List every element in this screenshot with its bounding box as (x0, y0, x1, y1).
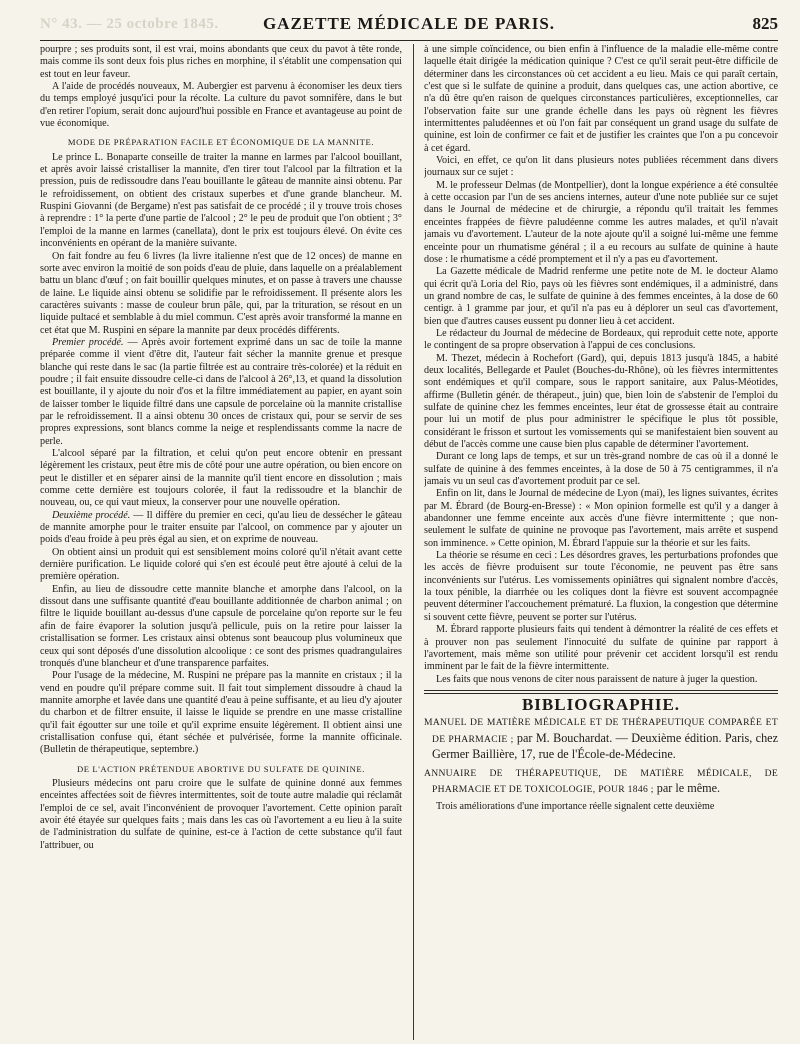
paragraph: La théorie se résume en ceci : Les désordres graves, les perturbations profondes que les accès de fièvre produisent sur toute l'économie, ne peuvent pas être sans inconvénients sur l'utérus. Les vomissements opiniâtres qui signalent nombre d'accès, la toux pénible, la diarrhée ou les coliques dont la fièvre est souvent accompagnée peuvent déterminer l'accouchement prématuré. La fluxion, la congestion que détermine si souvent cette fièvre, peuvent se porter sur l'utérus. (424, 550, 778, 623)
paragraph: L'alcool séparé par la filtration, et celui qu'on peut encore obtenir en pressant légèrement les cristaux, peut être mis de côté pour une autre opération, ou bien encore on peut le distiller et en séparer ainsi de la mannite qu'il tient encore en dissolution ; mais comme cette dernière est toujours colorée, il faut la redissoudre et la blanchir de nouveau, ou, ce qui vaut mieux, la conserver pour une nouvelle opération. (40, 448, 402, 509)
paragraph: Trois améliorations d'une importance réelle signalent cette deuxième (436, 800, 715, 812)
paragraph: Pour l'usage de la médecine, M. Ruspini ne prépare pas la mannite en cristaux ; il la vend en poudre qu'il prépare comme suit. Il fait tout simplement dissoudre à chaud la mannite amorphe et lavée dans une quantité d'eau à peine suffisante, et au lieu d'y ajouter du charbon et de filtrer ensuite, il laisse le liquide se prendre en une masse cristalline qu'il fait égoutter sur une toile et qu'il exprime ensuite légèrement. Il obtient ainsi une cristallisation confuse qui, étant séchée et pulvérisée, forme la mannite officinale. (Bulletin de thérapeutique, septembre.) (40, 670, 402, 756)
paragraph: à une simple coïncidence, ou bien enfin à l'influence de la maladie elle-même contre laquelle était dirigée la médication quinique ? C'est ce qu'il serait peut-être difficile de déterminer dans les circonstances où cet accident a eu lieu. Mais ce qui paraît certain, c'est que si le sulfate de quinine a produit, dans quelques cas, une action abortive, ce n'a dû être qu'en raison de quelques circonstances particulières, exceptionnelles, car l'observation faite sur une grande échelle dans les pays où règnent les fièvres intermittentes paludéennes et où l'on fait par conséquent un grand usage du sulfate de quinine, est loin de confirmer ce fait et de justifier les craintes que l'on a pu concevoir à cet égard. (424, 44, 778, 154)
column-rule (413, 44, 414, 1040)
left-column (40, 44, 402, 1040)
bibliography-entry (424, 714, 778, 762)
procedure-label: Premier procédé. (52, 336, 124, 348)
page-number: 825 (752, 14, 778, 33)
right-column (424, 44, 778, 1040)
paragraph (40, 337, 402, 448)
paragraph (40, 510, 402, 547)
paragraph: Voici, en effet, ce qu'on lit dans plusieurs notes publiées récemment dans divers journaux sur ce sujet : (424, 155, 778, 179)
section-heading-mannite: MODE DE PRÉPARATION FACILE ET ÉCONOMIQUE DE LA MANNITE. (67, 137, 375, 148)
procedure-text: — Il diffère du premier en ceci, qu'au lieu de dessécher le gâteau de mannite amorphe pour le traiter ensuite par l'alcool, on commence par y ajouter un poids d'eau froide à peu près égal au sien, et on exprime de nouveau. (40, 509, 402, 546)
entry-title: MANUEL DE MATIÈRE MÉDICALE ET DE THÉRAPEUTIQUE COMPARÉE ET DE PHARMACIE ; (424, 717, 778, 745)
paragraph: M. Ébrard rapporte plusieurs faits qui tendent à démontrer la réalité de ces effets et à prouver non pas seulement l'innocuité du sulfate de quinine par rapport à l'avortement, mais même son utilité pour prévenir cet accident lorsqu'il est rendu imminent par le fait de la fièvre intermittente. (424, 624, 778, 673)
paragraph: Enfin on lit, dans le Journal de médecine de Lyon (mai), les lignes suivantes, écrites par M. Ébrard (de Bourg-en-Bresse) : « Mon opinion formelle est qu'il y a danger à abandonner une femme enceinte aux accès d'une fièvre intermittente ; que non-seulement le sulfate de quinine ne provoque pas l'avortement, mais arrête et suspend son imminence. » Cette opinion, M. Ébrard l'appuie sur la théorie et sur les faits. (424, 488, 778, 549)
bleed-through-text: N° 43. — 25 octobre 1845. (40, 16, 219, 32)
paragraph: Le rédacteur du Journal de médecine de Bordeaux, qui reproduit cette note, apporte le contingent de sa propre observation à l'appui de ces conclusions. (424, 327, 778, 352)
bibliography-entry (424, 765, 778, 798)
paragraph: On fait fondre au feu 6 livres (la livre italienne n'est que de 12 onces) de manne en sorte avec environ la moitié de son poids d'eau de pluie, dans laquelle on a préalablement battu un blanc d'œuf ; on fait bouillir quelques minutes, et on passe à travers une chausse de laine. Le liquide ainsi obtenu se solidifie par le refroidissement. Il présente alors les caractères suivants : masse de couleur brun pâle, qui, par la trituration, se résout en un liquide pultacé et semblable à du miel commun. C'est après avoir transformé la manne en cet état que M. Ruspini en sépare la mannite par deux procédés différents. (40, 250, 402, 336)
entry-title: ANNUAIRE DE THÉRAPEUTIQUE, DE MATIÈRE MÉDICALE, DE PHARMACIE ET DE TOXICOLOGIE, POUR 1846 ; (424, 767, 778, 796)
columns (40, 44, 778, 1040)
procedure-text: — Après avoir fortement exprimé dans un sac de toile la manne préparée comme il vient d'être dit, l'auteur fait sécher la mannite grenue et presque blanche qui reste dans le sac (la partie filtrée est au contraire très-colorée) et la réduit en poudre ; il fait ensuite dissoudre celle-ci dans de l'alcool à 26°,13, et quand la dissolution est bouillante, il y ajoute du noir d'os et la filtre immédiatement au papier, en ayant soin de laisser tomber le liquide filtré dans une capsule de porcelaine où la mannite cristallise par le refroidissement. Il a ainsi obtenu 30 onces de cristaux qui, pour se servir de ses propres expressions, sont blancs comme la neige et resplendissants comme la nacre de perle. (40, 336, 402, 447)
paragraph: Durant ce long laps de temps, et sur un très-grand nombre de cas où il a donné le sulfate de quinine à des femmes enceintes, à la dose de 50 à 75 centigrammes, il n'a jamais vu un seul cas d'avortement produit par ce sel. (424, 451, 778, 488)
masthead-title: GAZETTE MÉDICALE DE PARIS. (262, 14, 556, 33)
paragraph: On obtient ainsi un produit qui est sensiblement moins coloré qu'il n'était avant cette dernière purification. Le liquide coloré qui s'en est écoulé peut être ajouté à celui de la première opération. (40, 546, 402, 583)
procedure-label: Deuxième procédé. (52, 509, 131, 521)
paragraph: Enfin, au lieu de dissoudre cette mannite blanche et amorphe dans l'alcool, on la dissout dans une suffisante quantité d'eau bouillante additionnée de charbon animal ; on filtre le liquide bouillant au-dessus d'une capsule de porcelaine qu'on reporte sur le feu afin de faire évaporer la solution jusqu'à pellicule, puis on la retire pour laisser la cristallisation se former. Les cristaux ainsi obtenus sont beaucoup plus volumineux que ceux qui sont déposés d'une dissolution alcoolique : ce sont des prismes quadrangulaires tronqués d'une blancheur et d'une transparence parfaites. (40, 583, 402, 669)
entry-details: par le même. (653, 781, 721, 796)
paragraph: Les faits que nous venons de citer nous paraissent de nature à juger la question. (436, 673, 758, 685)
paragraph: M. Thezet, médecin à Rochefort (Gard), qui, depuis 1813 jusqu'à 1845, a habité deux localités, Bellegarde et Paulet (Bouches-du-Rhône), où les fièvres intermittentes sont endémiques et qu'il compare, sous le rapport sanitaire, aux Palus-Méotides, affirme (Bulletin génér. de thérapeut., juin) que, bien loin de s'abstenir de l'emploi du sulfate de quinine chez les femmes enceintes, leur état de grossesse était au contraire pour lui un motif de plus pour administrer le spécifique le plus tôt possible, considérant le frisson et surtout les vomissements qui se manifestaient bien souvent au début de l'accès comme une cause bien plus capable de déterminer l'avortement. (424, 352, 778, 450)
section-divider (424, 690, 778, 694)
entry-details: par M. Bouchardat. — Deuxième édition. Paris, chez Germer Baillière, 17, rue de l'École-de-Médecine. (432, 730, 778, 762)
paragraph: La Gazette médicale de Madrid renferme une petite note de M. le docteur Alamo qui écrit qu'à Loria del Rio, pays où les fièvres sont endémiques, il a administré, dans un grand nombre de cas, le sulfate de quinine à des femmes enceintes, à la dose de 60 centigr. à 1 gramme par jour, et qu'il n'a pas eu à déplorer un seul cas d'avortement, bien que d'autres causes eussent pu donner lieu à cet accident. (424, 266, 778, 327)
page-header (40, 10, 778, 41)
paragraph: A l'aide de procédés nouveaux, M. Aubergier est parvenu à économiser les deux tiers du temps employé jusqu'ici pour la récolte. La culture du pavot somnifère, dans le but d'en retirer l'opium, serait donc aujourd'hui possible en France et avantageuse au point de vue économique. (40, 81, 402, 130)
paragraph: Plusieurs médecins ont paru croire que le sulfate de quinine donné aux femmes enceintes affectées soit de fièvres intermittentes, soit de toute autre maladie qui réclamât l'emploi de ce sel, avait l'inconvénient de provoquer l'avortement. Cette opinion paraît avoir été étayée sur quelques faits ; mais dans les cas où l'avortement a eu lieu à la suite de l'administration du sulfate de quinine, est-ce à l'action de cette substance qu'il faut l'attribuer, ou (40, 777, 402, 851)
paragraph: pourpre ; ses produits sont, il est vrai, moins abondants que ceux du pavot à tête ronde, mais comme ils sont deux fois plus riches en morphine, il s'établit une compensation qui est tout en leur faveur. (40, 44, 402, 80)
section-heading-quinine: DE L'ACTION PRÉTENDUE ABORTIVE DU SULFATE DE QUININE. (76, 763, 366, 774)
paragraph: M. le professeur Delmas (de Montpellier), dont la longue expérience a été consultée à cette occasion par l'un de ses anciens internes, auteur d'une note publiée sur ce sujet dans le Journal de médecine et de chirurgie, a répondu qu'il traitait les femmes enceintes frappées de fièvre paludéenne comme les autres malades, et qu'il n'avait jamais vu d'avortement. L'auteur de la note ajoute qu'il a soigné lui-même une femme enceinte pour un rhumatisme général ; il a eu recours au sulfate de quinine à haute dose : le rhumatisme a cédé promptement et il n'y a pas eu d'avortement. (424, 179, 778, 265)
paragraph: Le prince L. Bonaparte conseille de traiter la manne en larmes par l'alcool bouillant, et après avoir laissé cristalliser la mannite, d'en tirer tout l'alcool par la filtration et la pression, puis de redissoudre dans l'eau bouillante le gâteau de mannite ainsi obtenu. Par le refroidissement, on obtient des cristaux superbes et d'une grande blancheur. M. Ruspini Giovanni (de Bergame) n'est pas satisfait de ce procédé ; il y trouve trois choses à reprendre : 1° la perte d'une partie de l'alcool ; 2° le peu de produit que l'on obtient ; 3° l'emploi de la manne en larmes (canellata), dont le prix est toujours élevé. On évite ces inconvénients en opérant de la manière suivante. (40, 151, 402, 250)
bibliography-heading: BIBLIOGRAPHIE. (521, 694, 681, 714)
